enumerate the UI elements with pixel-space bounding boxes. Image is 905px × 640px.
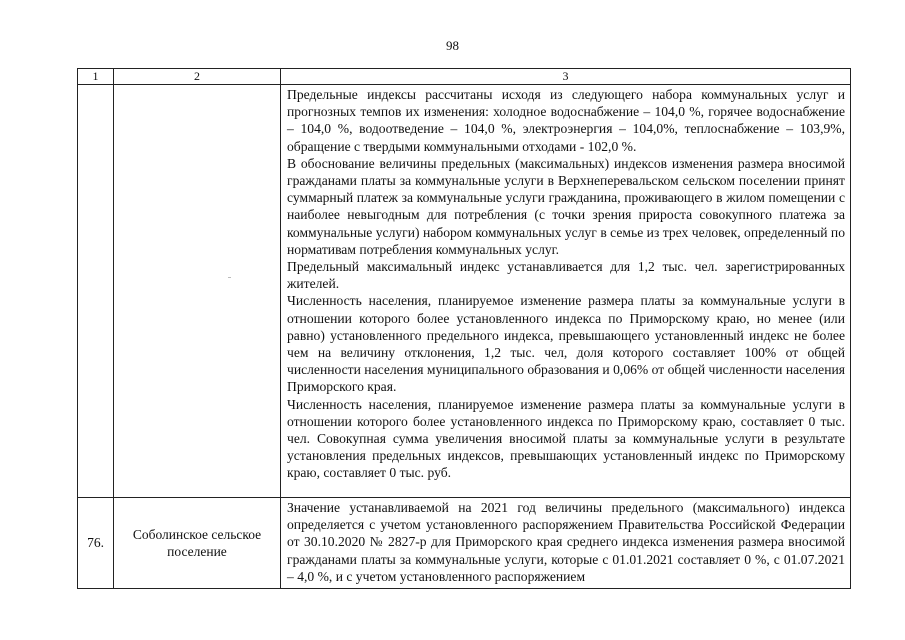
page-number: 98 [446,38,459,53]
description-cell [281,85,851,498]
settlement-name-cell [114,85,281,498]
paragraph-population-scope: Предельный максимальный индекс устанавливается для 1,2 тыс. чел. зарегистрированных жителей. [287,259,845,292]
paragraph-population-share: Численность населения, планируемое изменение размера платы за коммунальные услуги в отношении которого более установленного индекса по Приморскому краю, но менее (или равно) установленного предельного индекса, превышающего установленный индекс не более чем на величину отклонения, 1,2 тыс. чел, доля которого составляет 100% от общей численности населения муниципального образования и 0,06% от общей численности населения Приморского края. [287,293,845,395]
paragraph-index-value: Значение устанавливаемой на 2021 год величины предельного (максимального) индекса определяется с учетом установленного распоряжением Правительства Российской Федерации от 30.10.2020 № 2827-р для Приморского края среднего индекса изменения размера вносимой гражданами платы за коммунальные услуги, которые с 01.01.2021 составляет 0 %, с 01.07.2021 – 4,0 %, и с учетом установленного распоряжением [287,500,845,584]
table-row-continuation [78,85,851,498]
paragraph-population-exceed: Численность населения, планируемое изменение размера платы за коммунальные услуги в отношении которого более установленного индекса по Приморскому краю, составляет 0 тыс. чел. Совокупная сумма увеличения вносимой платы за коммунальные услуги в результате установления предельных индексов, превышающих установленный индекс по Приморскому краю, составляет 0 тыс. руб. [287,396,845,481]
paragraph-justification: В обоснование величины предельных (максимальных) индексов изменения размера вносимой гражданами платы за коммунальные услуги в Верхнеперевальском сельском поселении принят суммарный платеж за коммунальные услуги гражданина, проживающего в жилом помещении с наиболее невыгодным для потребления (с точки зрения прироста совокупного платежа за коммунальные услуги) набором коммунальных услуг в семье из трех человек, определенный по нормативам потребления коммунальных услуг. [287,155,845,257]
header-col-3: 3 [281,69,851,85]
description-cell [281,498,851,589]
row-number-cell: 76. [78,498,114,589]
header-col-2: 2 [114,69,281,85]
document-table [77,68,851,589]
header-col-1: 1 [78,69,114,85]
scan-artifact [228,277,231,278]
table-row-76 [78,498,851,589]
paragraph-index-set: Предельные индексы рассчитаны исходя из следующего набора коммунальных услуг и прогнозных темпов их изменения: холодное водоснабжение – 104,0 %, горячее водоснабжение – 104,0 %, водоотведение – 104,0 %, электроэнергия – 104,0%, теплоснабжение – 103,9%, обращение с твердыми коммунальными отходами - 102,0 %. [287,87,845,154]
table-header-row [78,69,851,85]
row-number-cell [78,85,114,498]
settlement-name-cell: Соболинское сельское поселение [114,498,281,589]
